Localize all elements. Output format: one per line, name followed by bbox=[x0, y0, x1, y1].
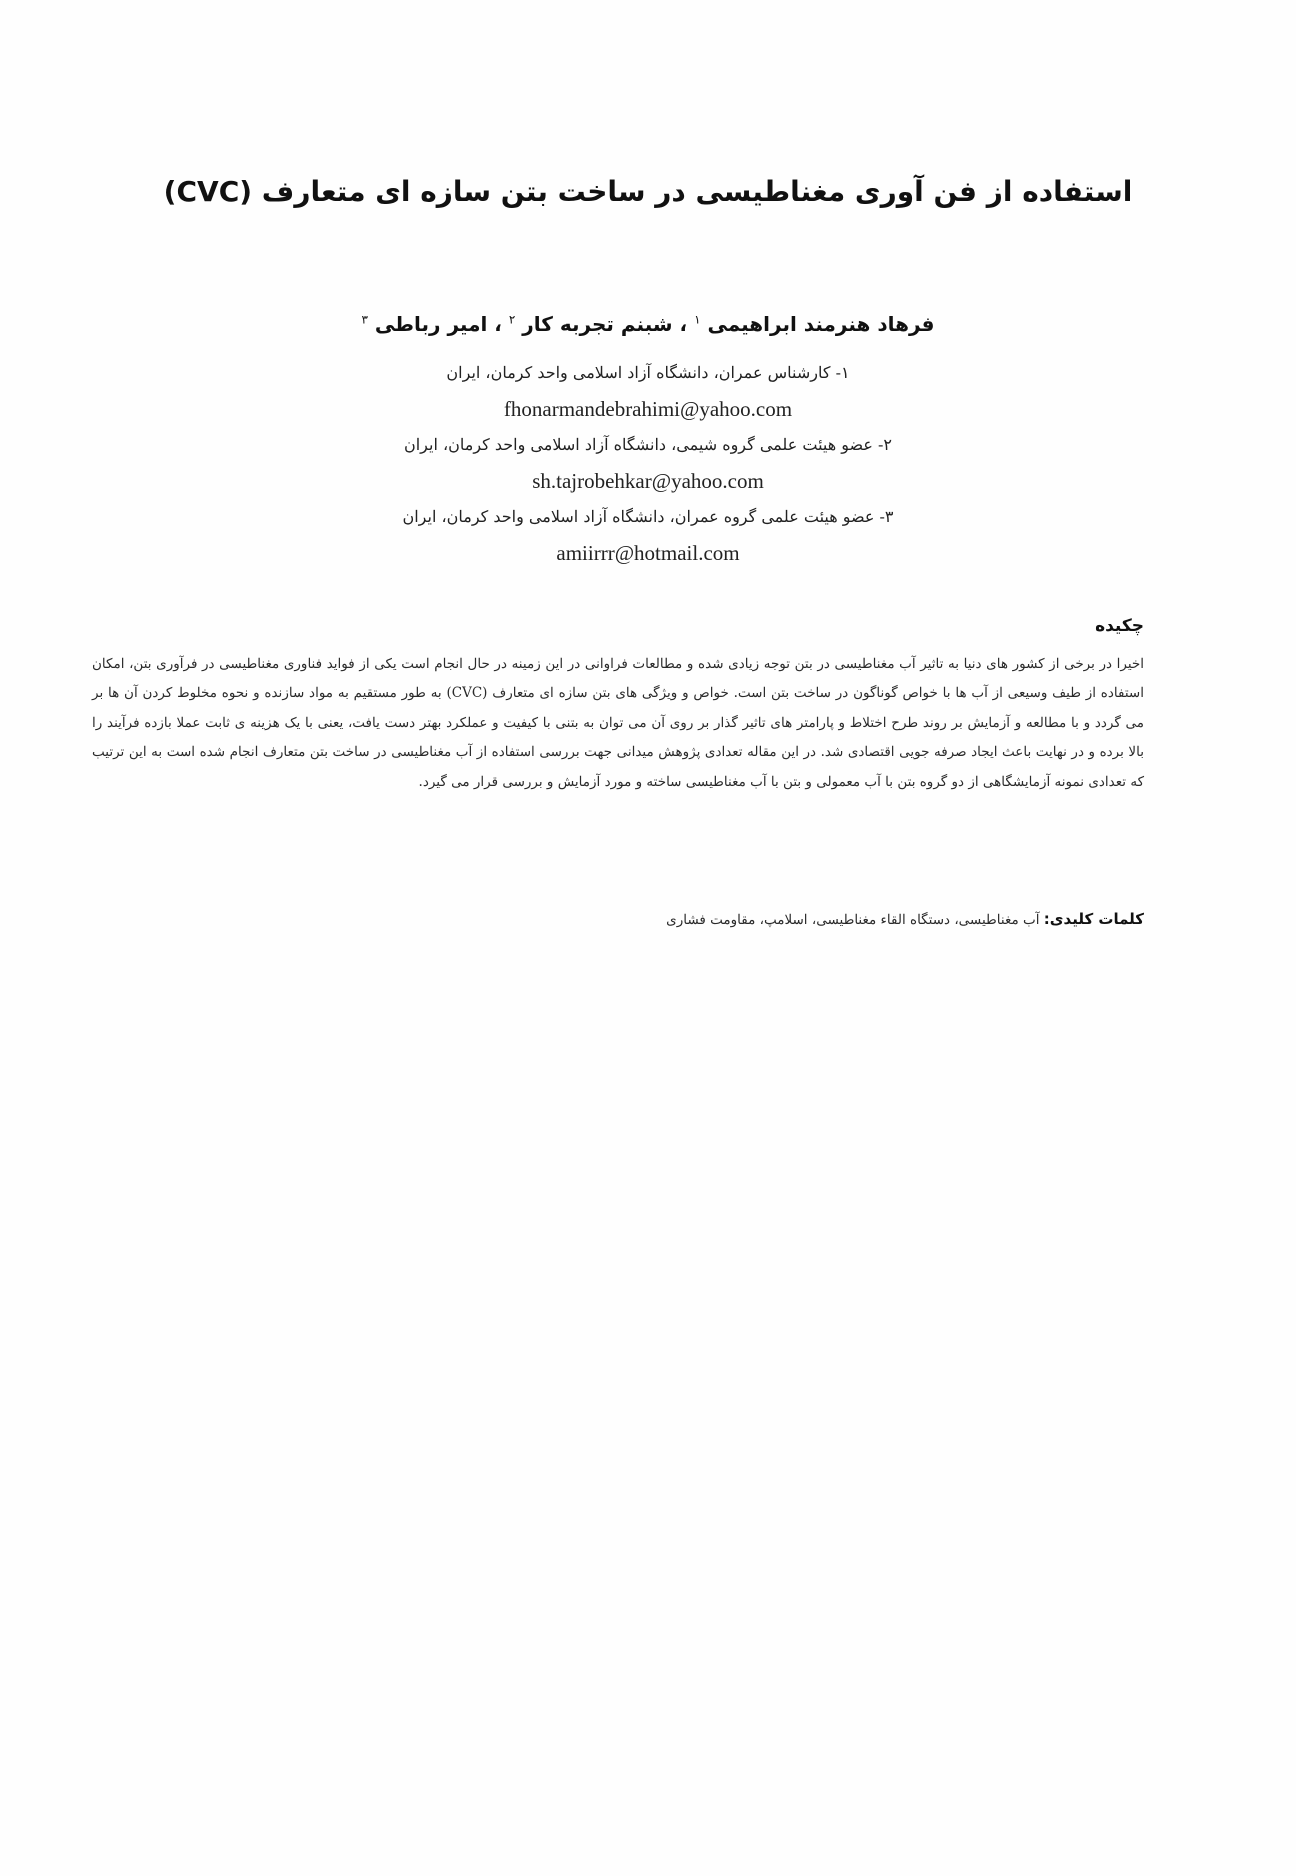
author-separator: ، bbox=[487, 312, 502, 336]
author-affiliation-mark: ۳ bbox=[361, 312, 368, 327]
keywords-line bbox=[666, 910, 1144, 928]
paper-title: استفاده از فن آوری مغناطیسی در ساخت بتن سازه ای متعارف (CVC) bbox=[163, 175, 1133, 208]
abstract-heading: چکیده bbox=[1095, 616, 1144, 636]
keywords-label: کلمات کلیدی: bbox=[1043, 910, 1144, 928]
affiliation-1: ۱- کارشناس عمران، دانشگاه آزاد اسلامی واحد کرمان، ایران bbox=[446, 363, 850, 382]
abstract-body: اخیرا در برخی از کشور های دنیا به تاثیر آب مغناطیسی در بتن توجه زیادی شده و مطالعات فراوانی در این زمینه در حال انجام است یکی از فواید فناوری مغناطیسی در فرآوری بتن، امکان استفاده از طیف وسیعی از آب ها با خواص گوناگون در ساخت بتن است. خواص و ویژگی های بتن سازه ای متعارف (CVC) به طور مستقیم به مواد سازنده و نحوه مخلوط کردن آن ها بر می گردد و با مطالعه و آزمایش بر روند طرح اختلاط و پارامتر های تاثیر گذار بر روی آن می توان به بتنی با کیفیت و عملکرد بهتر دست یافت، یعنی با یک هزینه ی ثابت عملا بازده فرآیند را بالا برده و در نهایت باعث ایجاد صرفه جویی اقتصادی شد. در این مقاله تعدادی پژوهش میدانی جهت بررسی استفاده از آب مغناطیسی در ساخت بتن متعارف انجام شده است به این ترتیب که تعدادی نمونه آزمایشگاهی از دو گروه بتن با آب معمولی و بتن با آب مغناطیسی ساخته و مورد آزمایش و بررسی قرار می گیرد. bbox=[92, 656, 1144, 790]
author-name: شبنم تجربه کار bbox=[522, 312, 673, 336]
email-2: sh.tajrobehkar@yahoo.com bbox=[532, 469, 764, 493]
author-line bbox=[200, 312, 1096, 336]
keywords-list: آب مغناطیسی، دستگاه القاء مغناطیسی، اسلامپ، مقاومت فشاری bbox=[666, 912, 1040, 928]
author-name: فرهاد هنرمند ابراهیمی bbox=[707, 312, 935, 336]
email-1: fhonarmandebrahimi@yahoo.com bbox=[503, 397, 793, 421]
email-3: amiirrr@hotmail.com bbox=[556, 541, 740, 565]
author-affiliation-mark: ۲ bbox=[508, 312, 516, 327]
affiliation-3: ۳- عضو هیئت علمی گروه عمران، دانشگاه آزاد اسلامی واحد کرمان، ایران bbox=[402, 507, 894, 526]
affiliation-2: ۲- عضو هیئت علمی گروه شیمی، دانشگاه آزاد اسلامی واحد کرمان، ایران bbox=[403, 435, 893, 454]
author-separator: ، bbox=[672, 312, 688, 336]
author-affiliation-mark: ۱ bbox=[694, 312, 701, 327]
author-name: امیر رباطی bbox=[374, 312, 488, 336]
